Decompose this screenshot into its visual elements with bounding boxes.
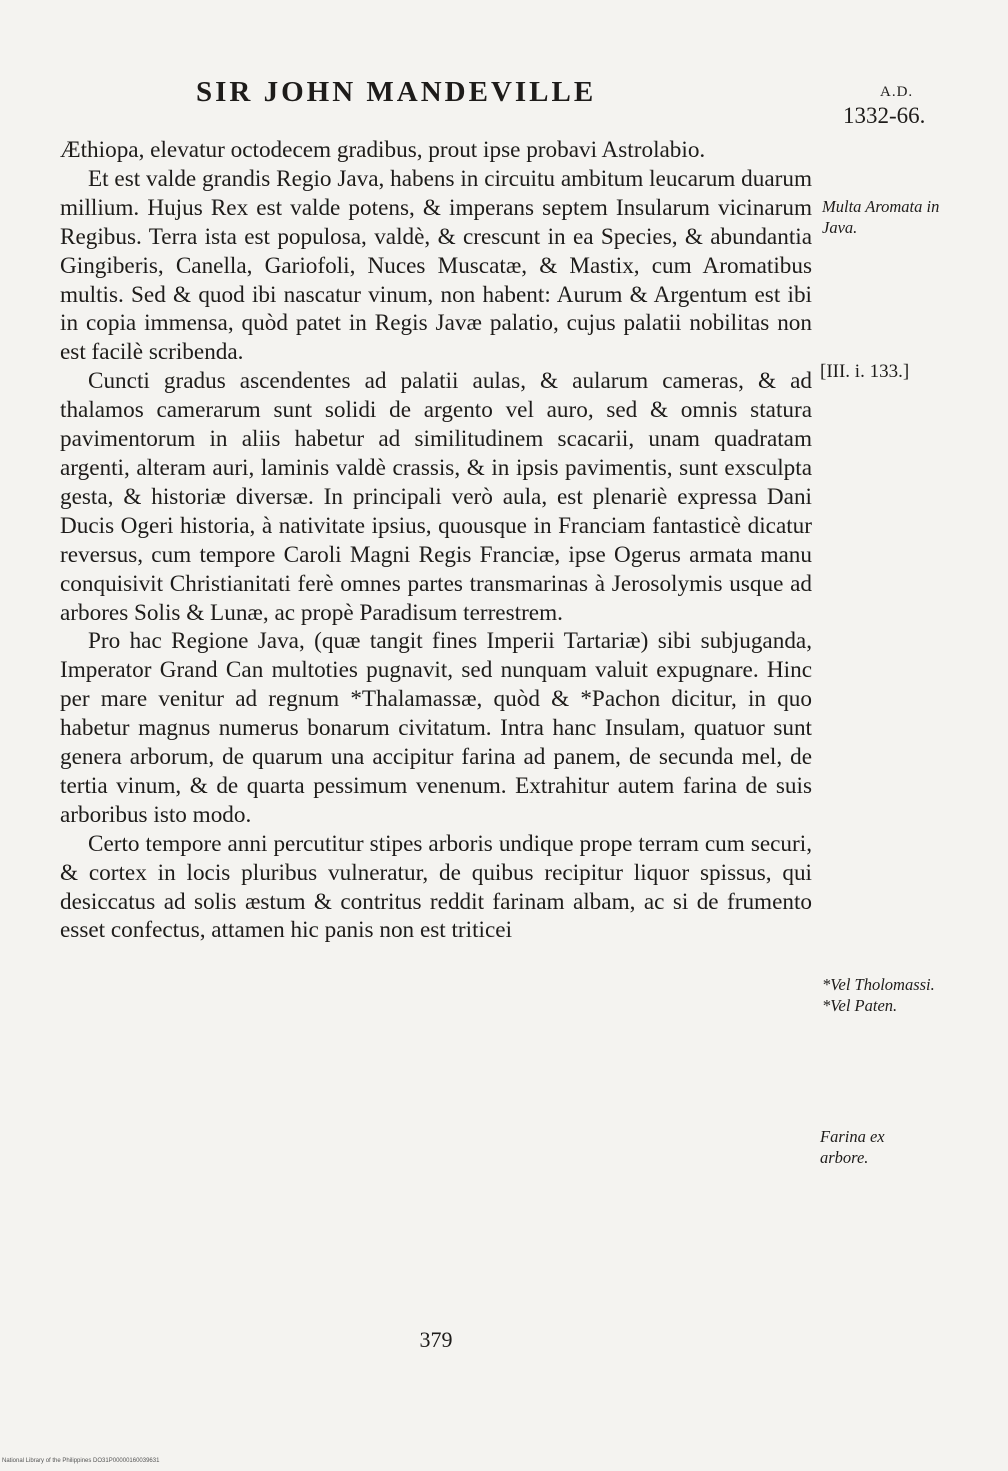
paragraph: Et est valde grandis Regio Java, habens in circuitu ambitum leucarum duarum millium. Hujus Rex est valde potens, & imperans septem Insularum vicinarum Regibus. Terra ista est populosa, valdè, & crescunt in ea Species, & abundantia Gingiberis, Canella, Gariofoli, Nuces Muscatæ, & Mastix, cum Aromatibus multis. Sed & quod ibi nascatur vinum, non habent: Aurum & Argentum est ibi in copia immensa, quòd patet in Regis Javæ palatio, cujus palatii nobilitas non est facilè scribenda. [60,165,812,366]
margin-note-multa-aromata: Multa Aromata in Java. [822,197,940,237]
paragraph: Cuncti gradus ascendentes ad palatii aulas, & aularum cameras, & ad thalamos camerarum sunt solidi de argento vel auro, sed & omnis statura pavimentorum in aliis habetur ad similitudinem scacarii, unam quadratam argenti, alteram auri, laminis valdè crassis, & in ipsis pavimentis, sunt exsculpta gesta, & historiæ diversæ. In principali verò aula, est plenariè expressa Dani Ducis Ogeri historia, à nativitate ipsius, quousque in Franciam fantasticè dicatur reversus, cum tempore Caroli Magni Regis Franciæ, ipse Ogerus armata manu conquisivit Christianitati ferè omnes partes transmarinas à Jerosolymis usque ad arbores Solis & Lunæ, ac propè Paradisum terrestrem. [60,368,812,626]
margin-note-variant-readings: *Vel Tholomassi. *Vel Paten. [822,975,935,1015]
paragraph: Æthiopa, elevatur octodecem gradibus, prout ipse probavi Astrolabio. [60,137,706,163]
body-text [60,136,812,945]
paragraph: Pro hac Regione Java, (quæ tangit fines Imperii Tartariæ) sibi subjuganda, Imperator Grand Can multoties pugnavit, sed nunquam valuit expugnare. Hinc per mare venitur ad regnum *Thalamassæ, quòd & *Pachon dicitur, in quo habetur magnus numerus bonarum civitatum. Intra hanc Insulam, quatuor sunt genera arborum, de quarum una accipitur farina ad panem, de secunda mel, de tertia vinum, & de quarta pessimum venenum. Extrahitur autem farina de suis arboribus isto modo. [60,628,812,828]
page-number: 379 [419,1327,453,1352]
margin-note-farina: Farina ex arbore. [820,1127,885,1167]
paragraph: Certo tempore anni percutitur stipes arboris undique prope terram cum securi, & cortex in locis pluribus vulneratur, de quibus recipitur liquor spissus, qui desiccatus ad solis æstum & contritus reddit farinam albam, ac si de frumento esset confectus, attamen hic panis non est triticei [60,830,812,944]
running-head-title: SIR JOHN MANDEVILLE [196,76,597,108]
scan-footer: National Library of the Philippines DO31P00000160039631 [2,1458,160,1464]
margin-page-reference: [III. i. 133.] [820,361,910,382]
date-years: 1332-66. [843,103,926,128]
date-label: A.D. [880,84,914,100]
